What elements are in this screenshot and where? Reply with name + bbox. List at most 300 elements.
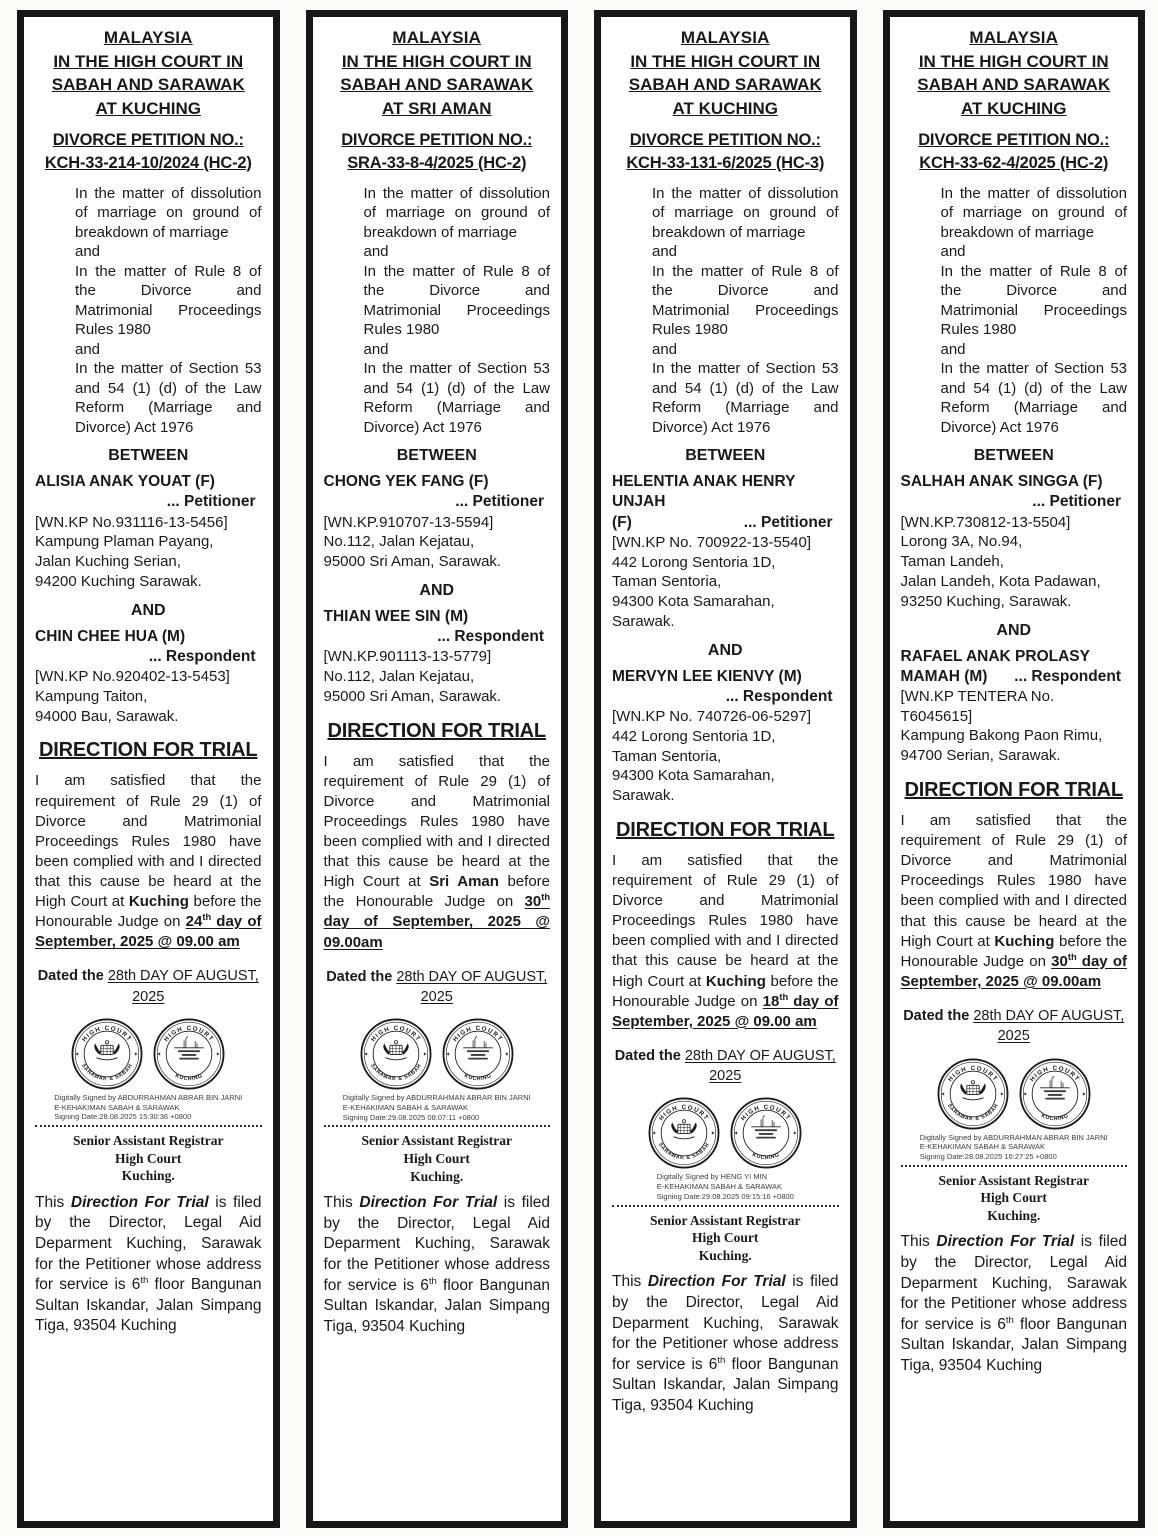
party-name: CHONG YEK FANG (F) [323,473,489,491]
svg-text:✦: ✦ [652,1131,657,1138]
filing-ordinal: th [1005,1314,1014,1326]
matter-line: In the matter of Section 53 and 54 (1) (d) of the Law Reform (Marriage and Divorce) Act 1976 [652,360,839,436]
court-location-line: AT KUCHING [95,98,201,118]
court-heading-line-2: SABAH AND SARAWAK [51,75,245,95]
dated-line [324,967,551,1008]
filing-text-2: floor Bangunan Sultan Iskandar, Jalan Simpang Tiga, 93504 Kuching [612,1355,839,1414]
hearing-rest: day of September, 2025 @ 09.00 am [612,992,839,1030]
registrar-line: Kuching. [698,1247,752,1263]
registrar-line: High Court [692,1230,759,1246]
party-role-label: ... Respondent [148,647,256,665]
petition-number-block [324,129,551,174]
seal-bottom-text: KUCHING [462,1073,493,1083]
party-name-row [901,667,1128,687]
filing-text-1: is filed by the Director, Legal Aid Deparment Kuching, Sarawak for the Petitioner whose address for service is 6 [900,1233,1128,1333]
address-line: 94700 Serian, Sarawak. [900,747,1061,765]
registrar-line: High Court [115,1150,182,1166]
matter-line: In the matter of Section 53 and 54 (1) (d) of the Law Reform (Marriage and Divorce) Act 1976 [75,360,262,436]
digital-signature-line: E-KEHAKIMAN SABAH & SARAWAK [656,1182,783,1192]
seal-top-text: HIGH COURT [1028,1064,1081,1083]
digital-signature-block [54,1093,242,1122]
direction-body [35,771,262,952]
petition-number-value: KCH-33-131-6/2025 (HC-3) [626,153,825,172]
party-name-row [901,472,1128,492]
registrar-line: Kuching. [410,1168,464,1184]
party-name: MERVYN LEE KIENVY (M) [612,667,802,685]
filing-note [901,1232,1128,1376]
matter-line: In the matter of Rule 8 of the Divorce and Matrimonial Proceedings Rules 1980 [652,262,839,339]
seal-top-text: HIGH COURT [451,1025,504,1044]
petitioner-id-number: [WN.KP.730812-13-5504] [900,513,1071,531]
svg-text:✦: ✦ [445,1052,451,1059]
and-label: AND [419,582,455,599]
matter-line: and [75,243,101,261]
matter-line: In the matter of dissolution of marriage on ground of breakdown of marriage [652,184,839,241]
filing-text-2: floor Bangunan Sultan Iskandar, Jalan Simpang Tiga, 93504 Kuching [323,1276,550,1335]
digital-signature-line: Digitally Signed by ABDURRAHMAN ABRAR BIN JARNI [919,1132,1108,1142]
digital-signature-line: E-KEHAKIMAN SABAH & SARAWAK [342,1102,469,1112]
respondent-id-number: [WN.KP TENTERA No. T6045615] [900,687,1055,725]
dated-value: 28th DAY OF AUGUST, 2025 [396,968,548,1005]
party-name: ALISIA ANAK YOUAT (F) [35,473,215,491]
between-label: BETWEEN [685,447,766,465]
matter-line: and [363,340,389,358]
and-label: AND [130,601,166,619]
direction-for-trial-heading: DIRECTION FOR TRIAL [327,719,546,742]
and-label: AND [996,621,1032,639]
seal-top-text: HIGH COURT [163,1024,216,1044]
divorce-notice-column [883,10,1146,1528]
address-line: Jalan Landeh, Kota Padawan, [900,573,1101,590]
matter-block [324,184,551,438]
dotted-divider [612,1205,839,1207]
filing-note [612,1272,839,1416]
matter-block [35,184,262,438]
petitioner-id-number: [WN.KP No.931116-13-5456] [35,513,228,531]
filing-ordinal: th [428,1275,437,1287]
filing-text-2: floor Bangunan Sultan Iskandar, Jalan Simpang Tiga, 93504 Kuching [35,1276,262,1335]
petition-number-block [35,129,262,174]
filing-emphasis: Direction For Trial [647,1273,786,1291]
petitioner-block [324,472,551,572]
filing-emphasis: Direction For Trial [936,1233,1075,1251]
seal-bottom-text: SARAWAK & SABAH [657,1142,712,1162]
direction-for-trial-heading: DIRECTION FOR TRIAL [39,739,258,762]
direction-body [612,851,839,1032]
direction-text-mid: before the Honourable Judge on [323,873,550,911]
hearing-rest: day of September, 2025 @ 09.00am [900,952,1127,990]
seal-kuching-icon [152,1017,226,1091]
party-name-row [901,647,1128,667]
filing-text-prefix: This [35,1193,71,1211]
kuching-skyline-icon [174,1036,204,1059]
coat-of-arms-icon [672,1120,697,1139]
seal-top-text: HIGH COURT [946,1064,999,1083]
address-line: No.112, Jalan Kejatau, [323,533,475,551]
court-heading-line-1: IN THE HIGH COURT IN [341,51,532,71]
dotted-divider [324,1125,551,1127]
party-name: (F) [612,513,632,531]
party-role-label: ... Petitioner [743,513,833,531]
dated-label: Dated the [326,968,393,985]
hearing-ordinal: th [779,991,789,1002]
filing-text-1: is filed by the Director, Legal Aid Deparment Kuching, Sarawak for the Petitioner whose address for service is 6 [35,1193,262,1294]
between-label: BETWEEN [973,447,1054,465]
hearing-ordinal: th [541,892,550,903]
svg-text:KUCHING [463,1073,493,1082]
court-location-line: AT SRI AMAN [381,98,492,118]
coat-of-arms-icon [960,1080,985,1099]
petitioner-id-number: [WN.KP No. 700922-13-5540] [612,533,812,551]
hearing-rest: day of September, 2025 @ 09.00 am [35,913,262,951]
party-name: MAMAH (M) [900,667,988,685]
direction-text-mid: before the Honourable Judge on [35,893,262,931]
filing-text-2: floor Bangunan Sultan Iskandar, Jalan Simpang Tiga, 93504 Kuching [900,1315,1127,1375]
heard-at-court: Sri Aman [429,873,499,891]
petition-number-label: DIVORCE PETITION NO.: [341,131,533,150]
direction-text-mid: before the Honourable Judge on [612,972,839,1010]
respondent-name-rows [612,667,839,707]
court-location-line: AT KUCHING [672,98,778,118]
seal-bottom-text: KUCHING [751,1152,782,1162]
seal-sarawak-sabah-icon [359,1017,433,1091]
digital-signature-line: Digitally Signed by HENG YI MIN [656,1172,768,1182]
hearing-day: 18 [762,992,780,1010]
registrar-block [324,1132,551,1185]
party-name-row [612,667,839,687]
digital-signature-line: E-KEHAKIMAN SABAH & SARAWAK [54,1102,180,1112]
party-name-row [35,472,262,492]
dated-label: Dated the [614,1047,681,1064]
country-heading: MALAYSIA [680,28,770,47]
address-line: Taman Sentoria, [612,573,722,591]
respondent-name-rows [35,627,262,667]
party-role-label: ... Petitioner [455,493,544,511]
matter-line: and [363,243,389,261]
svg-text:✦: ✦ [215,1051,221,1058]
filing-note [35,1193,262,1337]
address-line: 94300 Kota Samarahan, [612,593,775,611]
divorce-notice-column [594,10,857,1528]
court-heading-line-1: IN THE HIGH COURT IN [918,51,1109,71]
registrar-line: Kuching. [987,1207,1041,1223]
address-line: 95000 Sri Aman, Sarawak. [323,553,502,571]
petitioner-name-rows [612,472,839,532]
direction-for-trial-heading: DIRECTION FOR TRIAL [904,779,1123,802]
registrar-line: Senior Assistant Registrar [650,1212,801,1228]
direction-for-trial-heading: DIRECTION FOR TRIAL [616,819,835,841]
address-line: Kampung Bakong Paon Rimu, [900,727,1103,745]
party-name-row [35,647,262,667]
digital-signature-line: Signing Date:28.08.2025 15:30:36 +0800 [54,1112,192,1122]
seal-top-text: HIGH COURT [658,1104,711,1123]
direction-text-before: I am satisfied that the requirement of Rule 29 (1) of Divorce and Matrimonial Proceedings Rules 1980 have been complied with and I directed that this cause be heard at the High Court at [900,812,1127,950]
matter-line: and [652,340,678,358]
registrar-block [35,1132,262,1185]
registrar-line: Senior Assistant Registrar [938,1172,1089,1188]
address-line: Kampung Plaman Payang, [35,533,214,551]
matter-line: and [652,243,678,261]
kuching-skyline-icon [751,1116,781,1139]
svg-text:✦: ✦ [792,1131,798,1138]
address-line: No.112, Jalan Kejatau, [323,668,475,686]
country-heading: MALAYSIA [969,28,1059,47]
address-line: 94200 Kuching Sarawak. [35,573,202,590]
direction-text-before: I am satisfied that the requirement of Rule 29 (1) of Divorce and Matrimonial Proceedings Rules 1980 have been complied with and I directed that this cause be heard at the High Court at [323,752,550,891]
matter-line: In the matter of dissolution of marriage on ground of breakdown of marriage [940,184,1127,241]
party-name: THIAN WEE SIN (M) [323,608,469,625]
svg-text:✦: ✦ [363,1052,369,1059]
hearing-day: 24 [185,913,203,931]
petition-number-block [901,129,1128,174]
seal-top-text: HIGH COURT [369,1025,422,1044]
court-seals [324,1017,551,1091]
registrar-block [612,1212,839,1265]
dated-line [35,966,262,1007]
party-name-row [324,607,551,627]
party-role-label: ... Respondent [1014,667,1121,685]
filing-text-prefix: This [900,1233,937,1251]
registrar-line: High Court [980,1190,1047,1206]
dated-value: 28th DAY OF AUGUST, 2025 [973,1007,1125,1045]
petitioner-address [901,532,1128,611]
seal-sarawak-sabah-icon [70,1017,144,1091]
svg-text:✦: ✦ [1022,1091,1028,1098]
digital-signature-line: Signing Date:29.08.2025 08:07:11 +0800 [342,1112,480,1122]
dated-label: Dated the [903,1007,970,1024]
petitioner-name-rows [324,472,551,512]
address-line: Taman Sentoria, [612,747,722,765]
petitioner-address [35,532,262,591]
party-name-row [324,627,551,647]
svg-text:✦: ✦ [157,1051,162,1058]
address-line: Kampung Taiton, [35,687,148,705]
matter-line: In the matter of Rule 8 of the Divorce and Matrimonial Proceedings Rules 1980 [363,262,550,339]
registrar-line: High Court [403,1151,470,1166]
direction-body [901,811,1128,992]
coat-of-arms-icon [383,1041,408,1060]
court-seals [901,1057,1128,1131]
petition-number-value: KCH-33-214-10/2024 (HC-2) [44,153,252,172]
respondent-address [612,727,839,806]
address-line: Taman Landeh, [900,553,1004,571]
seal-bottom-text: KUCHING [1039,1112,1070,1122]
dated-label: Dated the [37,968,104,985]
petitioner-name-rows [901,472,1128,512]
address-line: 442 Lorong Sentoria 1D, [612,727,776,745]
seal-bottom-text: KUCHING [174,1072,205,1083]
petition-number-value: KCH-33-62-4/2025 (HC-2) [919,153,1109,172]
matter-block [612,184,839,438]
court-heading-line-1: IN THE HIGH COURT IN [630,51,821,71]
seal-bottom-text: SARAWAK & SABAH [945,1102,1000,1122]
registrar-block [901,1172,1128,1225]
petition-number-label: DIVORCE PETITION NO.: [918,131,1110,150]
svg-text:✦: ✦ [710,1131,716,1138]
seal-kuching-icon [729,1096,803,1170]
party-name-row [612,472,839,512]
court-heading-line-2: SABAH AND SARAWAK [628,75,822,95]
respondent-block [901,647,1128,766]
registrar-line: Senior Assistant Registrar [361,1133,512,1149]
court-heading-line-1: IN THE HIGH COURT IN [53,51,244,71]
filing-ordinal: th [140,1275,149,1287]
petition-number-value: SRA-33-8-4/2025 (HC-2) [347,153,527,172]
digital-signature-line: Signing Date:28.08.2025 16:27:25 +0800 [919,1152,1057,1161]
kuching-skyline-icon [463,1036,493,1059]
digital-signature-block [920,1133,1108,1162]
respondent-name-rows [324,607,551,647]
respondent-id-number: [WN.KP No.920402-13-5453] [35,668,230,686]
petitioner-address [612,553,839,632]
country-heading: MALAYSIA [103,28,193,47]
filing-text-prefix: This [323,1194,360,1212]
matter-block [901,184,1128,438]
respondent-block [612,667,839,806]
coat-of-arms-icon [95,1041,120,1060]
party-name: SALHAH ANAK SINGGA (F) [900,473,1103,491]
filing-emphasis: Direction For Trial [359,1194,498,1212]
petitioner-block [612,472,839,631]
svg-text:✦: ✦ [504,1052,509,1059]
dotted-divider [35,1125,262,1127]
digital-signature-line: Signing Date:29.08.2025 09:15:16 +0800 [656,1191,794,1201]
direction-body [324,752,551,953]
seal-top-text: HIGH COURT [81,1024,134,1044]
petitioner-address [324,532,551,572]
court-heading-line-2: SABAH AND SARAWAK [917,75,1111,95]
party-name-row [324,492,551,512]
petitioner-block [901,472,1128,611]
respondent-block [324,607,551,707]
petitioner-block [35,472,262,591]
seal-bottom-text: SARAWAK & SABAH [368,1063,423,1083]
seal-kuching-icon [441,1017,515,1091]
party-role-label: ... Respondent [437,628,544,646]
svg-text:KUCHING [751,1152,781,1161]
matter-line: and [940,340,966,358]
party-name-row [612,513,839,533]
hearing-rest: day of September, 2025 @ 09.00am [323,913,550,951]
petition-number-label: DIVORCE PETITION NO.: [629,131,821,150]
heard-at-court: Kuching [994,932,1055,950]
registrar-line: Kuching. [121,1168,175,1184]
address-line: Sarawak. [612,612,675,630]
matter-line: and [75,340,101,358]
seal-sarawak-sabah-icon [936,1057,1010,1131]
respondent-id-number: [WN.KP.901113-13-5779] [323,648,492,666]
dated-value: 28th DAY OF AUGUST, 2025 [107,968,259,1005]
seal-top-text: HIGH COURT [740,1104,793,1123]
matter-line: In the matter of Rule 8 of the Divorce and Matrimonial Proceedings Rules 1980 [940,262,1127,339]
hearing-day: 30 [524,893,542,911]
respondent-address [901,726,1128,766]
petitioner-id-number: [WN.KP.910707-13-5594] [323,513,494,531]
filing-text-1: is filed by the Director, Legal Aid Deparment Kuching, Sarawak for the Petitioner whose address for service is 6 [323,1194,551,1294]
digital-signature-line: Digitally Signed by ABDURRAHMAN ABRAR BIN JARNI [342,1093,531,1103]
and-label: AND [707,641,743,659]
filing-ordinal: th [717,1354,726,1366]
party-name-row [901,492,1128,512]
digital-signature-block [343,1093,531,1122]
seal-sarawak-sabah-icon [647,1096,721,1170]
respondent-address [35,687,262,727]
filing-text-1: is filed by the Director, Legal Aid Deparment Kuching, Sarawak for the Petitioner whose address for service is 6 [612,1273,839,1373]
country-heading: MALAYSIA [392,28,482,47]
svg-text:✦: ✦ [1081,1091,1086,1098]
digital-signature-line: Digitally Signed by ABDURRAHMAN ABRAR BIN JARNI [54,1092,243,1102]
dated-value: 28th DAY OF AUGUST, 2025 [684,1047,836,1085]
matter-line: In the matter of dissolution of marriage on ground of breakdown of marriage [75,184,262,241]
svg-text:✦: ✦ [940,1091,946,1098]
party-name-row [35,492,262,512]
party-name-row [35,627,262,647]
dotted-divider [901,1165,1128,1167]
seal-bottom-text: SARAWAK & SABAH [80,1062,135,1083]
seal-kuching-icon [1018,1057,1092,1131]
between-label: BETWEEN [396,447,477,465]
svg-text:✦: ✦ [999,1091,1004,1098]
direction-text-mid: before the Honourable Judge on [900,932,1128,970]
party-name-row [612,687,839,707]
party-name: RAFAEL ANAK PROLASY [900,647,1090,665]
hearing-day: 30 [1051,952,1068,970]
court-seals [612,1096,839,1170]
petition-number-label: DIVORCE PETITION NO.: [52,131,244,150]
petitioner-name-rows [35,472,262,512]
party-role-label: ... Petitioner [166,493,256,511]
court-heading-line-2: SABAH AND SARAWAK [340,75,534,95]
divorce-notice-column [306,10,569,1528]
address-line: 94000 Bau, Sarawak. [35,707,179,725]
respondent-address [324,667,551,707]
matter-line: In the matter of Section 53 and 54 (1) (d) of the Law Reform (Marriage and Divorce) Act 1976 [363,360,550,436]
direction-text-before: I am satisfied that the requirement of Rule 29 (1) of Divorce and Matrimonial Proceedings Rules 1980 have been complied with and I directed that this cause be heard at the High Court at [612,852,839,990]
matter-line: In the matter of Section 53 and 54 (1) (d) of the Law Reform (Marriage and Divorce) Act 1976 [940,360,1127,436]
dated-line [612,1046,839,1087]
matter-line: and [940,243,966,261]
address-line: 94300 Kota Samarahan, [612,767,775,785]
kuching-skyline-icon [1040,1076,1070,1099]
dated-line [901,1006,1128,1047]
court-location-line: AT KUCHING [961,98,1067,118]
heard-at-court: Kuching [128,893,189,911]
svg-text:✦: ✦ [133,1051,139,1058]
svg-text:KUCHING [1040,1113,1070,1122]
direction-text-before: I am satisfied that the requirement of Rule 29 (1) of Divorce and Matrimonial Proceedings Rules 1980 have been complied with and I directed that this cause be heard at the High Court at [35,772,262,911]
address-line: 442 Lorong Sentoria 1D, [612,553,776,571]
party-name-row [324,472,551,492]
address-line: 93250 Kuching, Sarawak. [900,592,1072,610]
party-name: HELENTIA ANAK HENRY UNJAH [612,473,796,511]
address-line: Jalan Kuching Serian, [35,553,181,571]
address-line: Sarawak. [612,787,675,805]
address-line: 95000 Sri Aman, Sarawak. [323,687,502,705]
filing-emphasis: Direction For Trial [70,1193,209,1211]
svg-text:KUCHING [174,1073,204,1082]
matter-line: In the matter of dissolution of marriage on ground of breakdown of marriage [363,184,550,241]
court-seals [35,1017,262,1091]
digital-signature-block [657,1172,794,1201]
registrar-line: Senior Assistant Registrar [73,1133,224,1149]
filing-text-prefix: This [612,1273,648,1291]
matter-line: In the matter of Rule 8 of the Divorce and Matrimonial Proceedings Rules 1980 [75,262,262,339]
respondent-block [35,627,262,727]
filing-note [324,1193,551,1337]
divorce-notice-column [17,10,280,1528]
hearing-ordinal: th [1067,951,1077,962]
respondent-name-rows [901,647,1128,687]
